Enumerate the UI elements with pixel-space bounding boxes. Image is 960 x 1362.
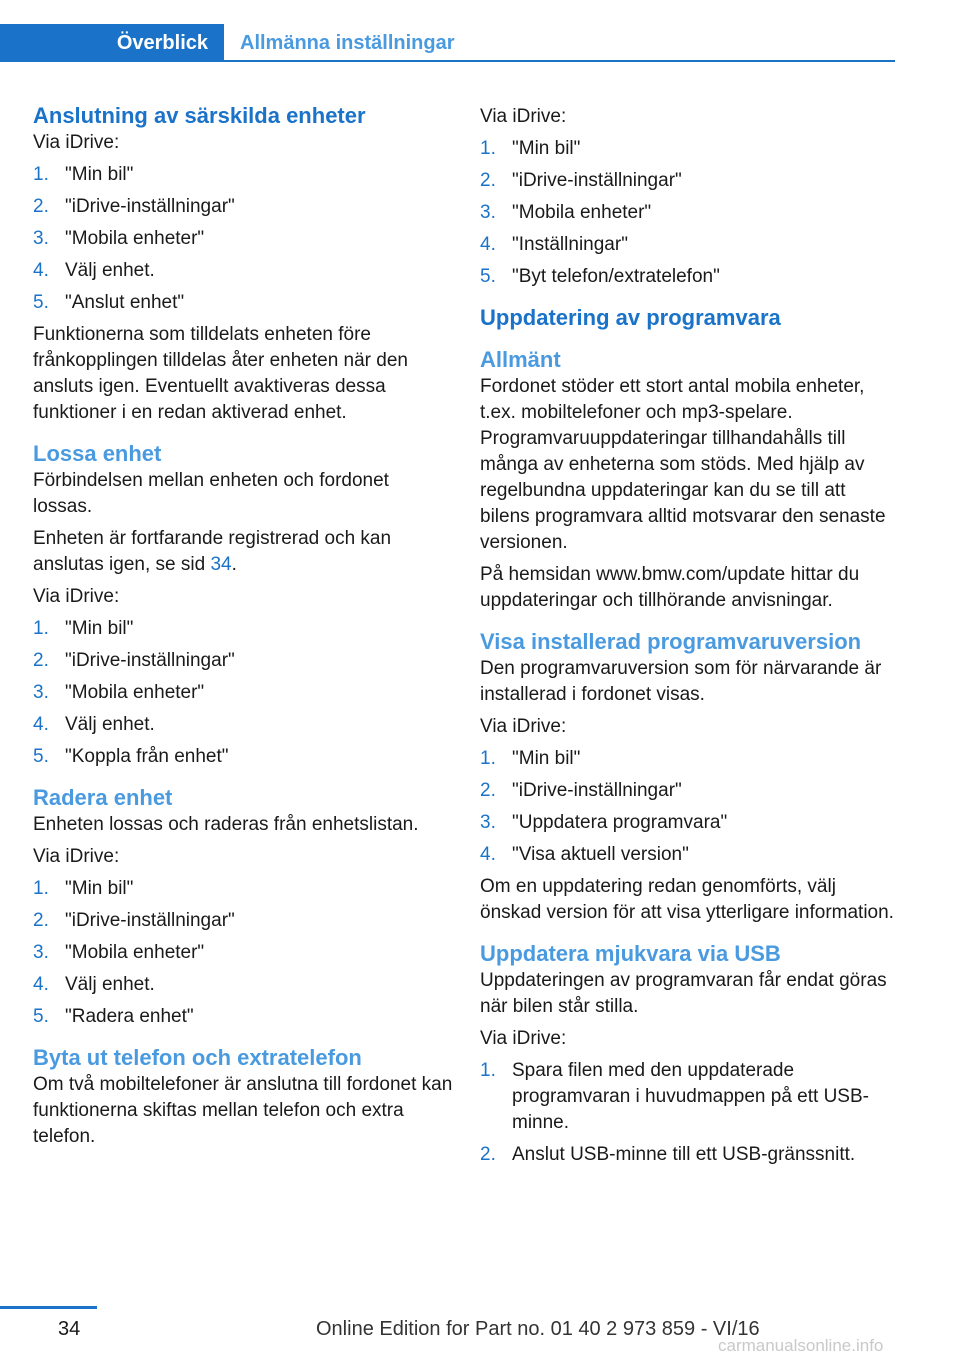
paragraph: Om en uppdatering redan genomförts, välj önskad version för att visa ytterligare information. xyxy=(480,876,894,923)
paragraph: På hemsidan www.bmw.com/update hittar du uppdateringar och tillhörande anvisningar. xyxy=(480,564,860,611)
header-divider xyxy=(0,60,895,62)
list-item: 5. "Koppla från enhet" xyxy=(33,746,229,767)
list-item: 3. "Mobila enheter" xyxy=(480,202,652,223)
list-item: 1. "Min bil" xyxy=(480,748,581,769)
paragraph: Den programvaruversion som för närvarande är installerad i fordonet visas. xyxy=(480,658,882,705)
paragraph: Förbindelsen mellan enheten och fordonet lossas. xyxy=(33,470,389,517)
paragraph: Fordonet stöder ett stort antal mobila enheter, t.ex. mobiltelefoner och mp3-spelare. Programvaruuppdateringar tillhandahålls till många av enheterna som stöds. Med hjälp av regelbundna uppdateringar kan du se till att bilens programvara alltid motsvarar den senaste versionen. xyxy=(480,376,886,553)
via-idrive-label: Via iDrive: xyxy=(33,132,120,153)
list-item: 5. "Byt telefon/extratelefon" xyxy=(480,266,720,287)
steps-delete-device xyxy=(33,876,453,1030)
steps-disconnect-device xyxy=(33,616,453,770)
section-title-switch-phone: Byta ut telefon och extratelefon xyxy=(33,1045,362,1070)
steps-switch-phone xyxy=(480,136,900,290)
list-item: 3. "Mobila enheter" xyxy=(33,228,205,249)
page-link[interactable]: 34 xyxy=(210,554,232,575)
steps-show-version xyxy=(480,746,900,868)
steps-usb-update xyxy=(480,1058,900,1168)
list-item: 2. "iDrive-inställningar" xyxy=(480,780,682,801)
list-item: 1. "Min bil" xyxy=(33,878,134,899)
list-item: 1. Spara filen med den uppdaterade programvaran i huvudmappen på ett USB-minne. xyxy=(480,1060,869,1133)
steps-connect-device xyxy=(33,162,453,316)
list-item: 2. "iDrive-inställningar" xyxy=(33,650,235,671)
section-title-software-update: Uppdatering av programvara xyxy=(480,305,781,330)
edition-text: Online Edition for Part no. 01 40 2 973 859 - VI/16 xyxy=(316,1318,760,1340)
list-item: 2. "iDrive-inställningar" xyxy=(480,170,682,191)
list-item: 2. "iDrive-inställningar" xyxy=(33,910,235,931)
list-item: 4. Välj enhet. xyxy=(33,260,155,281)
list-item: 1. "Min bil" xyxy=(480,138,581,159)
page-number: 34 xyxy=(58,1318,81,1340)
paragraph: Enheten är fortfarande registrerad och kan anslutas igen, se sid 34. xyxy=(33,528,392,575)
via-idrive-label: Via iDrive: xyxy=(480,716,567,737)
list-item: 4. Välj enhet. xyxy=(33,714,155,735)
right-column xyxy=(480,100,900,1174)
list-item: 4. "Visa aktuell version" xyxy=(480,844,689,865)
list-item: 3. "Mobila enheter" xyxy=(33,682,205,703)
paragraph: Funktionerna som tilldelats enheten före frånkopplingen tilldelas åter enheten när den ansluts igen. Eventuellt avaktiveras dessa funktioner i en redan aktiverad enhet. xyxy=(33,324,408,423)
footer-divider xyxy=(0,1306,97,1309)
tab-general-settings[interactable]: Allmänna inställningar xyxy=(240,31,455,54)
list-item: 4. "Inställningar" xyxy=(480,234,628,255)
list-item: 3. "Uppdatera programvara" xyxy=(480,812,728,833)
list-item: 3. "Mobila enheter" xyxy=(33,942,205,963)
list-item: 5. "Radera enhet" xyxy=(33,1006,194,1027)
paragraph: Uppdateringen av programvaran får endat göras när bilen står stilla. xyxy=(480,970,887,1017)
via-idrive-label: Via iDrive: xyxy=(33,586,120,607)
list-item: 2. Anslut USB-minne till ett USB-gränssnitt. xyxy=(480,1144,856,1165)
paragraph: Enheten lossas och raderas från enhetslistan. xyxy=(33,814,419,835)
section-title-disconnect-device: Lossa enhet xyxy=(33,441,162,466)
list-item: 2. "iDrive-inställningar" xyxy=(33,196,235,217)
list-item: 1. "Min bil" xyxy=(33,618,134,639)
section-title-delete-device: Radera enhet xyxy=(33,785,173,810)
section-title-general: Allmänt xyxy=(480,347,561,372)
section-title-show-version: Visa installerad programvaruversion xyxy=(480,629,862,654)
via-idrive-label: Via iDrive: xyxy=(480,106,567,127)
section-title-connect-device: Anslutning av särskilda enheter xyxy=(33,103,366,128)
list-item: 5. "Anslut enhet" xyxy=(33,292,185,313)
watermark: carmanualsonline.info xyxy=(718,1336,884,1355)
left-column xyxy=(33,100,453,1156)
list-item: 1. "Min bil" xyxy=(33,164,134,185)
via-idrive-label: Via iDrive: xyxy=(33,846,120,867)
via-idrive-label: Via iDrive: xyxy=(480,1028,567,1049)
section-title-usb-update: Uppdatera mjukvara via USB xyxy=(480,941,781,966)
tab-overview[interactable]: Överblick xyxy=(0,24,224,62)
page-header xyxy=(0,0,960,62)
paragraph: Om två mobiltelefoner är anslutna till fordonet kan funktionerna skiftas mellan telefon och extra telefon. xyxy=(33,1074,453,1147)
list-item: 4. Välj enhet. xyxy=(33,974,155,995)
